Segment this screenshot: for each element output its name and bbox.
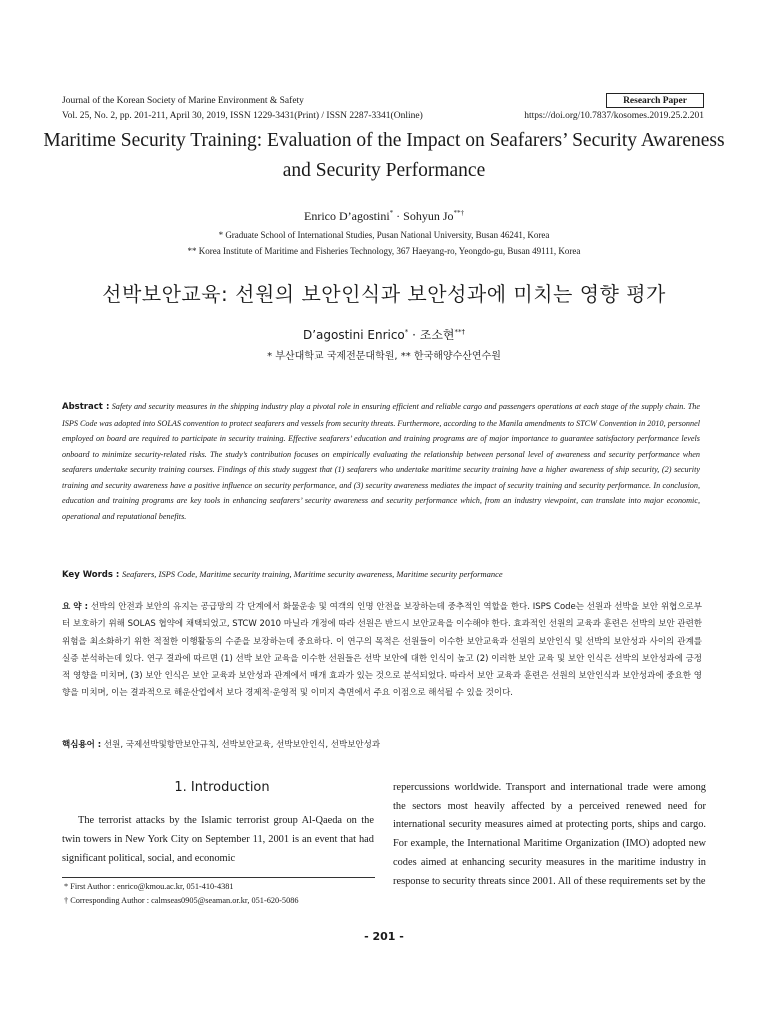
abstract-text: Safety and security measures in the shipping industry play a pivotal role in ensuring efficient and reliable cargo and passengers operations at each stage of the supply chain. The ISPS Code was adopted into SOLAS convention to protect seafarers and vessels from security threats. Furthermore, according to the Manila amendments to STCW Convention in 2010, personnel employed on board are required to participate in security training. Effective seafarers’ education and training programs are of major importance to guarantee satisfactory performance levels onboard to minimize security-related risks. The study’s contribution focuses on empirically evaluating the relationship between personal level of awareness and security performance when seafarers undertake security training courses. Findings of this study suggest that (1) seafarers who undertake maritime security training have a higher awareness of ship security, (2) security training and security awareness have a positive influence on security performance, and (3) security awareness mediates the impact of security training and security performance. In conclusion, education and training programs are key tools in enhancing seafarers’ security awareness and security performance which, from an industry viewpoint, can translate into major economic, operational and reputational benefits. bbox=[62, 402, 700, 521]
author-name: 조소현 bbox=[419, 328, 455, 342]
section-heading: 1. Introduction bbox=[174, 780, 270, 795]
author-mark: * bbox=[404, 328, 409, 336]
paper-title: Maritime Security Training: Evaluation of the Impact on Seafarers’ Security Awareness and Security Performance bbox=[43, 130, 725, 181]
intro-paragraph-left: The terrorist attacks by the Islamic terrorist group Al-Qaeda on the twin towers in New York City on September 11, 2001 is an event that had significant political, social, and economic bbox=[62, 815, 374, 864]
keywords bbox=[62, 569, 702, 580]
korean-abstract-text: 선박의 안전과 보안의 유지는 공급망의 각 단계에서 화물운송 및 여객의 인명 안전을 보장하는데 중추적인 역할을 한다. ISPS Code는 선원과 선박을 보안 위협으로부터 보호하기 위해 SOLAS 협약에 채택되었고, STCW 2010 마닐라 개정에 따라 선원은 반드시 보안교육을 이수해야 한다. 효과적인 선원의 교육과 훈련은 선박의 보안 관련한 위험을 최소화하기 위한 적절한 이행활동의 수준을 보장하는데 중요하다. 이 연구의 목적은 선원들이 이수한 보안교육과 선원의 보안인식 및 선박의 보안성과 사이의 관계를 실증 분석하는데 있다. 연구 결과에 따르면 (1) 선박 보안 교육을 이수한 선원들은 선박 보안에 대한 인식이 높고 (2) 이러한 보안 교육 및 보안 인식은 선박의 보안성과에 긍정적 영향을 미치며, (3) 보안 인식은 보안 교육과 보안성과 관계에서 매개 효과가 있는 것으로 분석되었다. 따라서 보안 교육과 훈련은 선원의 보안인식과 보안성과에 중요한 영향을 미치며, 이는 결과적으로 해운산업에서 보다 경제적·운영적 및 이미지 측면에서 주요 이점으로 해석될 수 있을 것이다. bbox=[62, 602, 703, 699]
author-mark: **† bbox=[454, 328, 466, 336]
author-separator: · bbox=[408, 328, 420, 342]
footnote-corresponding-author: † Corresponding Author : calmseas0905@seaman.or.kr, 051-620-5086 bbox=[64, 896, 299, 905]
keywords-label: Key Words : bbox=[62, 570, 120, 580]
affiliation: * Graduate School of International Studies, Pusan National University, Busan 46241, Korea bbox=[218, 230, 550, 240]
korean-abstract-label: 요 약 : bbox=[62, 602, 88, 612]
footnote-divider bbox=[62, 877, 375, 878]
journal-name: Journal of the Korean Society of Marine Environment & Safety bbox=[62, 96, 304, 106]
intro-paragraph-right: repercussions worldwide. Transport and international trade were among the sectors most heavily affected by a perceived renewed need for international security measures aimed at protecting ports, ships and cargo. For example, the International Maritime Organization (IMO) adopted new codes aimed at enhancing security measures in the maritime industry in response to security threats since 2001. All of these requirements set by the bbox=[393, 782, 706, 887]
korean-abstract bbox=[62, 599, 702, 703]
doi-link[interactable]: https://doi.org/10.7837/kosomes.2019.25.2.201 bbox=[524, 111, 704, 121]
korean-title: 선박보안교육: 선원의 보안인식과 보안성과에 미치는 영향 평가 bbox=[102, 282, 666, 306]
affiliation: ** Korea Institute of Maritime and Fisheries Technology, 367 Haeyang-ro, Yeongdo-gu, Busan 49111, Korea bbox=[187, 246, 581, 256]
korean-author-list bbox=[0, 326, 768, 343]
author-name: Sohyun Jo bbox=[403, 209, 454, 223]
abstract bbox=[62, 399, 700, 524]
author-list bbox=[0, 209, 768, 224]
research-paper-badge: Research Paper bbox=[606, 93, 704, 108]
korean-keywords-label: 핵심용어 : bbox=[62, 740, 102, 750]
author-separator: · bbox=[393, 209, 404, 223]
author-mark: * bbox=[389, 209, 394, 217]
volume-issue-info: Vol. 25, No. 2, pp. 201-211, April 30, 2019, ISSN 1229-3431(Print) / ISSN 2287-3341(Online) bbox=[62, 111, 423, 121]
page-number: - 201 - bbox=[364, 930, 404, 943]
abstract-label: Abstract : bbox=[62, 402, 110, 412]
author-name: Enrico D’agostini bbox=[304, 209, 390, 223]
korean-keywords bbox=[62, 738, 702, 750]
author-mark: **† bbox=[453, 209, 464, 217]
korean-affiliation: * 부산대학교 국제전문대학원, ** 한국해양수산연수원 bbox=[267, 351, 501, 362]
korean-keywords-text: 선원, 국제선박및항만보안규칙, 선박보안교육, 선박보안인식, 선박보안성과 bbox=[103, 740, 381, 750]
footnote-first-author: * First Author : enrico@kmou.ac.kr, 051-410-4381 bbox=[64, 882, 234, 891]
keywords-text: Seafarers, ISPS Code, Maritime security training, Maritime security awareness, Maritime security performance bbox=[122, 569, 503, 579]
author-name: D’agostini Enrico bbox=[302, 328, 405, 342]
